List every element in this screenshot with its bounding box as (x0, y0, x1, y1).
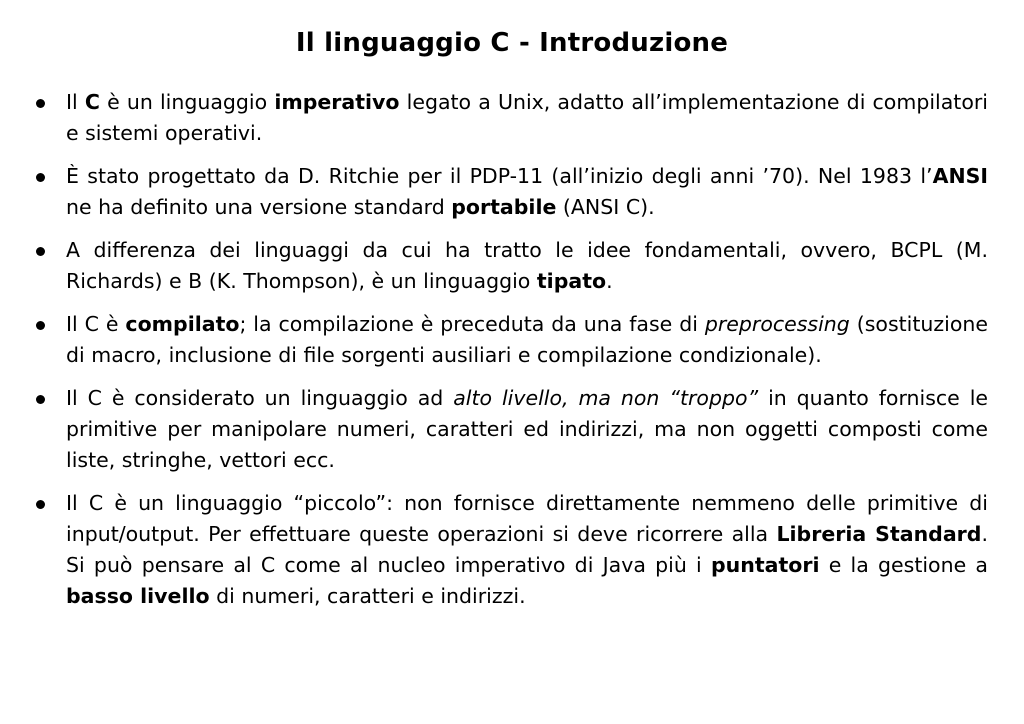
text-segment: Il (66, 90, 85, 114)
text-segment: ; la compilazione è preceduta da una fase di (239, 312, 705, 336)
bold-term: basso livello (66, 584, 210, 608)
bullet-text (66, 312, 988, 367)
bullet-dot-icon (36, 500, 45, 509)
bullet-text (66, 386, 988, 472)
text-segment: di numeri, caratteri e indirizzi. (209, 584, 526, 608)
bold-term: Libreria Standard (776, 522, 982, 546)
bullet-dot-icon (36, 99, 45, 108)
bullet-dot-icon (36, 173, 45, 182)
text-segment: ne ha definito una versione standard (66, 195, 452, 219)
text-segment: e la gestione a (819, 553, 988, 577)
text-segment: è un linguaggio (99, 90, 275, 114)
bullet-item (36, 309, 988, 371)
text-segment: Il C è (66, 312, 126, 336)
text-segment: . (606, 269, 613, 293)
bold-term: portabile (451, 195, 557, 219)
bold-term: imperativo (274, 90, 400, 114)
text-segment: (sostituzione di macro, inclusione di file sorgenti ausiliari e compilazione condizionale). (66, 312, 988, 367)
text-segment: . Si può pensare al C come al nucleo imperativo di Java più i (66, 522, 988, 577)
text-segment: A differenza dei linguaggi da cui ha tratto le idee fondamentali, ovvero, BCPL (M. Richards) e B (K. Thompson), è un linguaggio (66, 238, 988, 293)
bullet-item (36, 488, 988, 612)
text-segment: (ANSI C). (556, 195, 655, 219)
bullet-text (66, 164, 988, 219)
italic-term: preprocessing (704, 312, 850, 336)
bullet-dot-icon (36, 247, 45, 256)
bold-term: ANSI (932, 164, 988, 188)
bold-term: puntatori (710, 553, 820, 577)
text-segment: Il C è un linguaggio “piccolo”: non fornisce direttamente nemmeno delle primitive di input/output. Per effettuare queste operazioni si deve ricorrere alla (66, 491, 988, 546)
bullet-dot-icon (36, 395, 45, 404)
bullet-item (36, 235, 988, 297)
bullet-item (36, 383, 988, 476)
bullet-text (66, 90, 988, 145)
bullet-dot-icon (36, 321, 45, 330)
italic-term: alto livello, ma non “troppo” (453, 386, 759, 410)
bold-term: tipato (536, 269, 607, 293)
bold-term: C (84, 90, 100, 114)
bold-term: compilato (125, 312, 240, 336)
text-segment: legato a Unix, adatto all’implementazione di compilatori e sistemi operativi. (66, 90, 988, 145)
bullet-item (36, 87, 988, 149)
bullet-item (36, 161, 988, 223)
text-segment: È stato progettato da D. Ritchie per il PDP-11 (all’inizio degli anni ’70). Nel 1983 l’ (66, 164, 933, 188)
slide-title: Il linguaggio C - Introduzione (295, 28, 729, 58)
bullet-text (66, 238, 988, 293)
bullet-text (66, 491, 988, 608)
text-segment: in quanto fornisce le primitive per manipolare numeri, caratteri ed indirizzi, ma non oggetti composti come liste, stringhe, vettori ecc. (66, 386, 989, 472)
bullet-list (36, 87, 988, 624)
text-segment: Il C è considerato un linguaggio ad (66, 386, 454, 410)
